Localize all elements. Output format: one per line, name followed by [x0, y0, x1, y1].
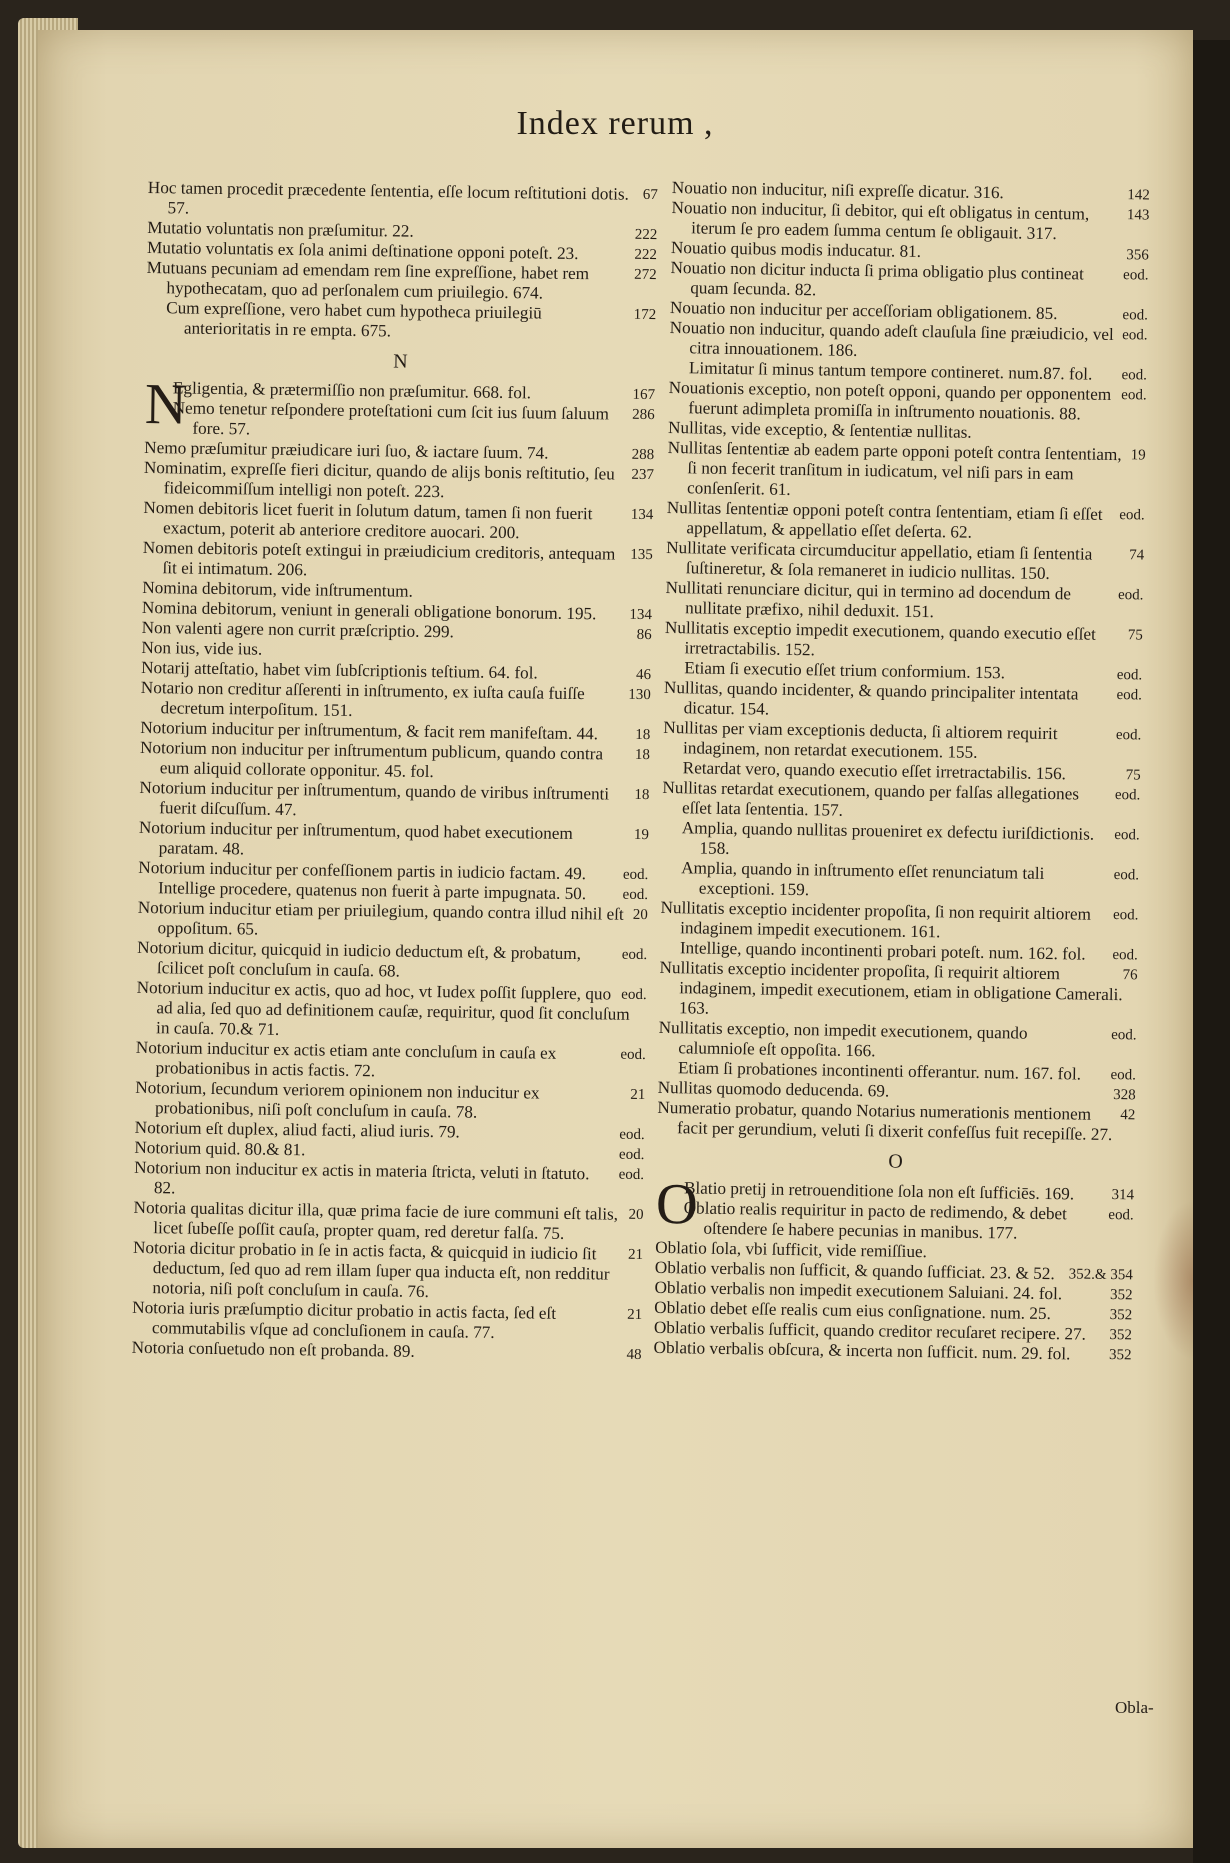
entry-text: Oblatio debet eſſe realis cum eius conſignatione. num. 25.: [654, 1297, 1051, 1324]
index-entry: [140, 738, 651, 785]
page-reference: 67: [642, 186, 658, 204]
index-entry: [667, 438, 1146, 506]
page-reference: eod.: [1115, 727, 1142, 744]
entry-text: Mutatio voluntatis ex ſola animi deſtinatione opponi poteſt. 23.: [146, 237, 579, 264]
page-reference: 48: [626, 1346, 642, 1364]
page-reference: eod.: [1112, 907, 1139, 924]
index-entry: [142, 538, 653, 585]
index-column-left: [132, 178, 658, 1365]
entry-text: Egligentia, & prætermiſſio non præſumitur. 668. fol.: [172, 378, 532, 403]
entry-text: Notorium quid. 80.& 81.: [134, 1137, 306, 1160]
drop-cap: O: [655, 1170, 699, 1237]
entry-text: Blatio pretij in retrouenditione ſola non eſt ſufficiēs. 169.: [683, 1178, 1075, 1204]
page-reference: 352: [1109, 1327, 1133, 1344]
entry-text: Nouatio non dicitur inducta ſi prima obligatio plus contineat quam ſecunda. 82.: [670, 257, 1085, 300]
page-reference: eod.: [1112, 947, 1138, 964]
page-reference: eod.: [1110, 1067, 1137, 1084]
section-letter: N: [393, 350, 408, 373]
page-reference: 352: [1109, 1307, 1133, 1324]
page-reference: 328: [1113, 1087, 1136, 1104]
entry-text: Nullitas per viam exceptionis deducta, ſi altiorem requirit indaginem, non retardat executionem. 155.: [663, 717, 1058, 762]
entry-text: Nouatio quibus modis inducatur. 81.: [670, 237, 922, 261]
entry-text: Amplia, quando nullitas proueniret ex defectu iuriſdictionis. 158.: [681, 818, 1095, 858]
entry-text: Nullitatis exceptio incidenter propoſita, ſi non requirit altiorem indaginem impedit executionem. 161.: [660, 897, 1092, 942]
paper-stain: [1153, 1200, 1193, 1360]
entry-text: Nullitatis exceptio impedit executionem, quando executio eſſet irretractabilis. 152.: [664, 617, 1097, 660]
entry-text: Notoria conſuetudo non eſt probanda. 89.: [131, 1337, 415, 1361]
page-reference: eod.: [622, 886, 649, 904]
entry-text: Mutuans pecuniam ad emendam rem ſine expreſſione, habet rem hypothecatam, quo ad perſonalem cum priuilegio. 674.: [146, 257, 590, 303]
entry-text: Mutatio voluntatis non præſumitur. 22.: [147, 217, 414, 241]
page-reference: 142: [1127, 187, 1150, 204]
entry-text: Nomen debitoris licet fuerit in ſolutum datum, tamen ſi non fuerit exactum, poterit ab anteriore creditore auocari. 200.: [143, 497, 593, 543]
page-header: [0, 105, 1230, 143]
entry-text: Nomen debitoris poteſt extingui in præiudicium creditoris, antequam ſit ei intimatum. 206.: [142, 537, 616, 580]
entry-text: Nullitatis exceptio, non impedit executionem, quando calumnioſe eſt oppoſita. 166.: [658, 1017, 1028, 1061]
entry-text: Numeratio probatur, quando Notarius numerationis mentionem facit per gerundium, veluti ſi dixerit confeſſus fuit recepiſſe. 27.: [657, 1097, 1113, 1145]
entry-text: Limitatur ſi minus tantum tempore contineret. num.87. fol.: [688, 358, 1093, 384]
index-entry: [136, 978, 647, 1045]
entry-text: Notoria iuris præſumptio dicitur probatio in actis facta, ſed eſt commutabilis vſque ad concluſionem in cauſa. 77.: [132, 1297, 557, 1342]
entry-text: Amplia, quando in inſtrumento eſſet renunciatum tali exceptioni. 159.: [681, 858, 1045, 900]
index-entry: [132, 1298, 643, 1345]
drop-cap: N: [144, 370, 188, 437]
entry-text: Notorium inducitur ex actis etiam ante concluſum in cauſa ex probationibus in actis factis. 72.: [135, 1037, 557, 1081]
page-reference: 272: [634, 266, 657, 284]
entry-text: Nouatio non inducitur, ſi debitor, qui eſt obligatus in centum, iterum ſe pro eadem ſumma centum ſe obligauit. 317.: [671, 197, 1090, 244]
page-reference: eod.: [1114, 827, 1140, 844]
entry-text: Cum expreſſione, vero habet cum hypotheca priuilegiū anterioritatis in re empta. 675.: [166, 298, 542, 341]
page-reference: eod.: [1117, 587, 1144, 604]
index-entry: [132, 1238, 643, 1305]
page-reference: 237: [631, 466, 655, 484]
page-reference: 288: [631, 446, 655, 464]
page-reference: 167: [632, 386, 656, 404]
page-reference: 18: [634, 786, 650, 804]
index-entry: [144, 458, 655, 505]
index-entry: [139, 818, 650, 865]
entry-text: Nullitate verificata circumducitur appellatio, etiam ſi ſententia ſuſtineretur, & ſola remaneret in iudicio nullitas. 150.: [666, 537, 1093, 583]
entry-text: Nouationis exceptio, non poteſt opponi, quando per opponentem fuerunt adimpleta promiſſa in inſtrumento nouationis. 88.: [668, 377, 1112, 424]
index-entry: [133, 1198, 644, 1245]
entry-text: Nullitas quomodo deducenda. 69.: [657, 1077, 890, 1101]
page-reference: eod.: [618, 1166, 645, 1184]
index-entry: [137, 938, 648, 985]
entry-text: Notorium inducitur per inſtrumentum, quando de viribus inſtrumenti fuerit diſcuſſum. 47.: [139, 777, 610, 820]
page-reference: 134: [629, 606, 653, 624]
page-reference: eod.: [620, 1046, 646, 1064]
index-entry: [135, 1038, 646, 1085]
page-reference: 314: [1111, 1187, 1135, 1204]
page-reference: 75: [1127, 627, 1143, 644]
page-reference: 286: [632, 406, 655, 424]
page-reference: 21: [630, 1086, 646, 1104]
page-reference: 352: [1108, 1347, 1132, 1364]
page-reference: 46: [635, 666, 652, 684]
entry-text: Notorium non inducitur per inſtrumentum publicum, quando contra eum aliquid collorate opponitur. 45. fol.: [139, 737, 604, 782]
index-entry: [139, 778, 650, 825]
entry-text: Notorium non inducitur ex actis in materia ſtricta, veluti in ſtatuto. 82.: [134, 1157, 590, 1198]
page-reference: eod.: [1122, 327, 1148, 344]
entry-text: Oblatio verbalis non impedit executionem Saluiani. 24. fol.: [654, 1277, 1063, 1304]
index-subentry: [146, 298, 657, 345]
index-entry: [657, 1098, 1136, 1146]
entry-text: Nullitas, vide exceptio, & ſententiæ nullitas.: [667, 417, 972, 442]
page-reference: eod.: [1108, 1206, 1134, 1224]
entry-text: Oblatio verbalis non ſufficit, & quando ſufficiat. 23. & 52.: [654, 1257, 1055, 1284]
index-entry: [135, 1078, 646, 1125]
entry-text: Retardat vero, quando executio eſſet irretractabilis. 156.: [682, 758, 1067, 784]
page-reference: eod.: [622, 866, 649, 884]
page-reference: 86: [636, 626, 652, 644]
entry-text: Nemo tenetur reſpondere proteſtationi cum ſcit ius ſuum ſaluum fore. 57.: [172, 398, 610, 439]
page-reference: 130: [628, 686, 651, 704]
entry-text: Nullitati renunciare dicitur, qui in termino ad docendum de nullitate præfixo, nihil deduxit. 151.: [665, 577, 1072, 622]
page-reference: eod.: [1116, 687, 1143, 704]
entry-text: Notorium inducitur per inſtrumentum, & facit rem manifeſtam. 44.: [140, 717, 599, 744]
page-reference: eod.: [1122, 307, 1149, 324]
entry-text: Notorium inducitur per inſtrumentum, quod habet executionem paratam. 48.: [138, 817, 573, 859]
entry-text: Nemo præſumitur præiudicare iuri ſuo, & iactare ſuum. 74.: [144, 437, 549, 463]
entry-text: Nullitas ſententiæ ab eadem parte opponi poteſt contra ſententiam, ſi non fecerit tranſitum in iudicatum, vel niſi pars in eam conſenſerit. 61.: [667, 437, 1122, 499]
index-entry: [147, 178, 658, 225]
page-reference: 76: [1122, 967, 1138, 984]
page-reference: eod.: [1122, 267, 1149, 284]
page-reference: 143: [1126, 207, 1150, 224]
entry-text: Nouatio non inducitur, quando adeſt clauſula ſine præiudicio, vel citra innouationem. 186.: [669, 317, 1114, 360]
page-reference: eod.: [619, 1126, 645, 1144]
entry-text: Etiam ſi executio eſſet trium conformium. 153.: [684, 658, 1006, 683]
entry-text: Nouatio non inducitur, niſi expreſſe dicatur. 316.: [671, 178, 1004, 203]
index-entry: [659, 958, 1138, 1026]
page-reference: eod.: [1114, 787, 1141, 804]
page-reference: 172: [633, 306, 657, 324]
page-reference: 74: [1129, 547, 1145, 564]
entry-text: Notorium inducitur etiam per priuilegium, quando contra illud nihil eſt oppoſitum. 65.: [137, 897, 624, 939]
entry-text: Nomina debitorum, vide inſtrumentum.: [142, 577, 414, 601]
page-reference: 222: [634, 226, 658, 244]
entry-text: Notorium, ſecundum veriorem opinionem non inducitur ex probationibus, niſi poſt concluſum in cauſa. 78.: [135, 1077, 540, 1122]
index-entry: [144, 398, 655, 445]
index-column-right: [653, 178, 1149, 1365]
entry-text: Nouatio non inducitur per acceſſoriam obligationem. 85.: [669, 297, 1058, 324]
index-entry: [137, 898, 648, 945]
entry-text: Nullitas, quando incidenter, & quando principaliter intentata dicatur. 154.: [663, 677, 1079, 719]
entry-text: Non valenti agere non currit præſcriptio. 299.: [141, 617, 454, 642]
page-reference: 18: [634, 746, 651, 764]
page-reference: 19: [1130, 447, 1146, 464]
page-reference: 352: [1109, 1287, 1133, 1304]
entry-text: Etiam ſi probationes incontinenti offerantur. num. 167. fol.: [677, 1058, 1082, 1084]
catchword: Obla-: [1115, 1698, 1154, 1717]
entry-text: Nullitas retardat executionem, quando per falſas allegationes eſſet lata ſententia. 157.: [662, 777, 1080, 820]
page-reference: eod.: [1121, 367, 1148, 384]
page-reference: eod.: [1119, 507, 1145, 524]
page-reference: eod.: [1116, 667, 1143, 684]
entry-text: Oblatio ſola, vbi ſufficit, vide remiſſiue.: [655, 1237, 928, 1262]
entry-text: Oblatio verbalis obſcura, & incerta non ſufficit. num. 29. fol.: [653, 1337, 1071, 1364]
entry-text: Nominatim, expreſſe fieri dicitur, quando de alijs bonis reſtitutio, ſeu fideicommiſſum intelligi non poteſt. 223.: [143, 457, 615, 502]
page-reference: eod.: [618, 1146, 645, 1164]
page-reference: 356: [1126, 247, 1149, 264]
page-reference: 20: [632, 906, 648, 924]
entry-text: Nullitatis exceptio incidenter propoſita, ſi requirit altiorem indaginem, impedit executionem, etiam in obligatione Camerali. 163.: [659, 957, 1123, 1018]
entry-text: Notorium dicitur, quicquid in iudicio deductum eſt, & probatum, ſcilicet poſt concluſum in cauſa. 68.: [137, 937, 582, 981]
entry-text: Notario non creditur aſſerenti in inſtrumento, ex iuſta cauſa fuiſſe decretum interpoſitum. 151.: [140, 677, 585, 720]
entry-text: Notorium inducitur per confeſſionem partis in iudicio factam. 49.: [138, 857, 587, 884]
entry-text: Notoria dicitur probatio in ſe in actis facta, & quicquid in iudicio ſit deductum, ſed quo ad rem illam ſuper qua inducta eſt, non redditur notoria, niſi poſt concluſum in cauſa. 76.: [132, 1237, 610, 1302]
page-reference: 135: [630, 546, 653, 564]
index-entry: [146, 258, 657, 305]
entry-text: Oblatio verbalis ſufficit, quando creditor recuſaret recipere. 27.: [653, 1317, 1087, 1344]
index-entry: [143, 498, 654, 545]
index-entry: [140, 678, 651, 725]
entry-text: Nomina debitorum, veniunt in generali obligatione bonorum. 195.: [141, 597, 597, 624]
page-reference: eod.: [621, 946, 648, 964]
page-reference: 75: [1125, 767, 1141, 784]
page-reference: eod.: [1113, 867, 1140, 884]
page-reference: 352.& 354: [1068, 1266, 1133, 1284]
entry-text: Non ius, vide ius.: [141, 637, 263, 659]
entry-text: Intellige, quando incontinenti probari poteſt. num. 162. fol.: [679, 938, 1086, 964]
entry-text: Hoc tamen procedit præcedente ſententia, eſſe locum reſtitutioni dotis. 57.: [147, 178, 630, 218]
page-reference: 19: [633, 826, 649, 844]
page-reference: eod.: [1121, 387, 1147, 404]
entry-text: Notorium eſt duplex, aliud facti, aliud iuris. 79.: [134, 1117, 460, 1142]
page-reference: 20: [628, 1206, 644, 1224]
page-reference: 21: [627, 1246, 644, 1264]
entry-text: Intellige procedere, quatenus non fuerit à parte impugnata. 50.: [157, 878, 587, 904]
page-reference: eod.: [1111, 1027, 1137, 1044]
page-reference: 21: [627, 1306, 643, 1324]
page-reference: 134: [630, 506, 654, 524]
page-reference: 42: [1120, 1107, 1136, 1124]
entry-text: Notorium inducitur ex actis, quo ad hoc, vt Iudex poſſit ſupplere, quo ad alia, ſed quo ad definitionem cauſæ, requiritur, quod ſit concluſum in cauſa. 70.& 71.: [136, 977, 630, 1039]
entry-text: Oblatio realis requiritur in pacto de redimendo, & debet oſtendere ſe habere pecunias in manibus. 177.: [683, 1198, 1068, 1243]
page-reference: 18: [635, 726, 651, 744]
facing-page-edge: [1193, 40, 1230, 1863]
entry-text: Notarij atteſtatio, habet vim ſubſcriptionis teſtium. 64. fol.: [141, 657, 538, 683]
page-reference: eod.: [621, 986, 647, 1004]
entry-text: Notoria qualitas dicitur illa, quæ prima facie de iure communi eſt talis, licet ſubeſſe poſſit cauſa, propter quam, red deretur falſa. 75.: [133, 1197, 619, 1243]
index-entry: [134, 1158, 645, 1205]
page-reference: 222: [634, 246, 658, 264]
section-letter: O: [888, 1150, 903, 1173]
entry-text: Nullitas ſententiæ opponi poteſt contra ſententiam, etiam ſi eſſet appellatum, & appellatio eſſet deſerta. 62.: [666, 497, 1103, 542]
page-title: Index rerum ,: [516, 105, 714, 142]
